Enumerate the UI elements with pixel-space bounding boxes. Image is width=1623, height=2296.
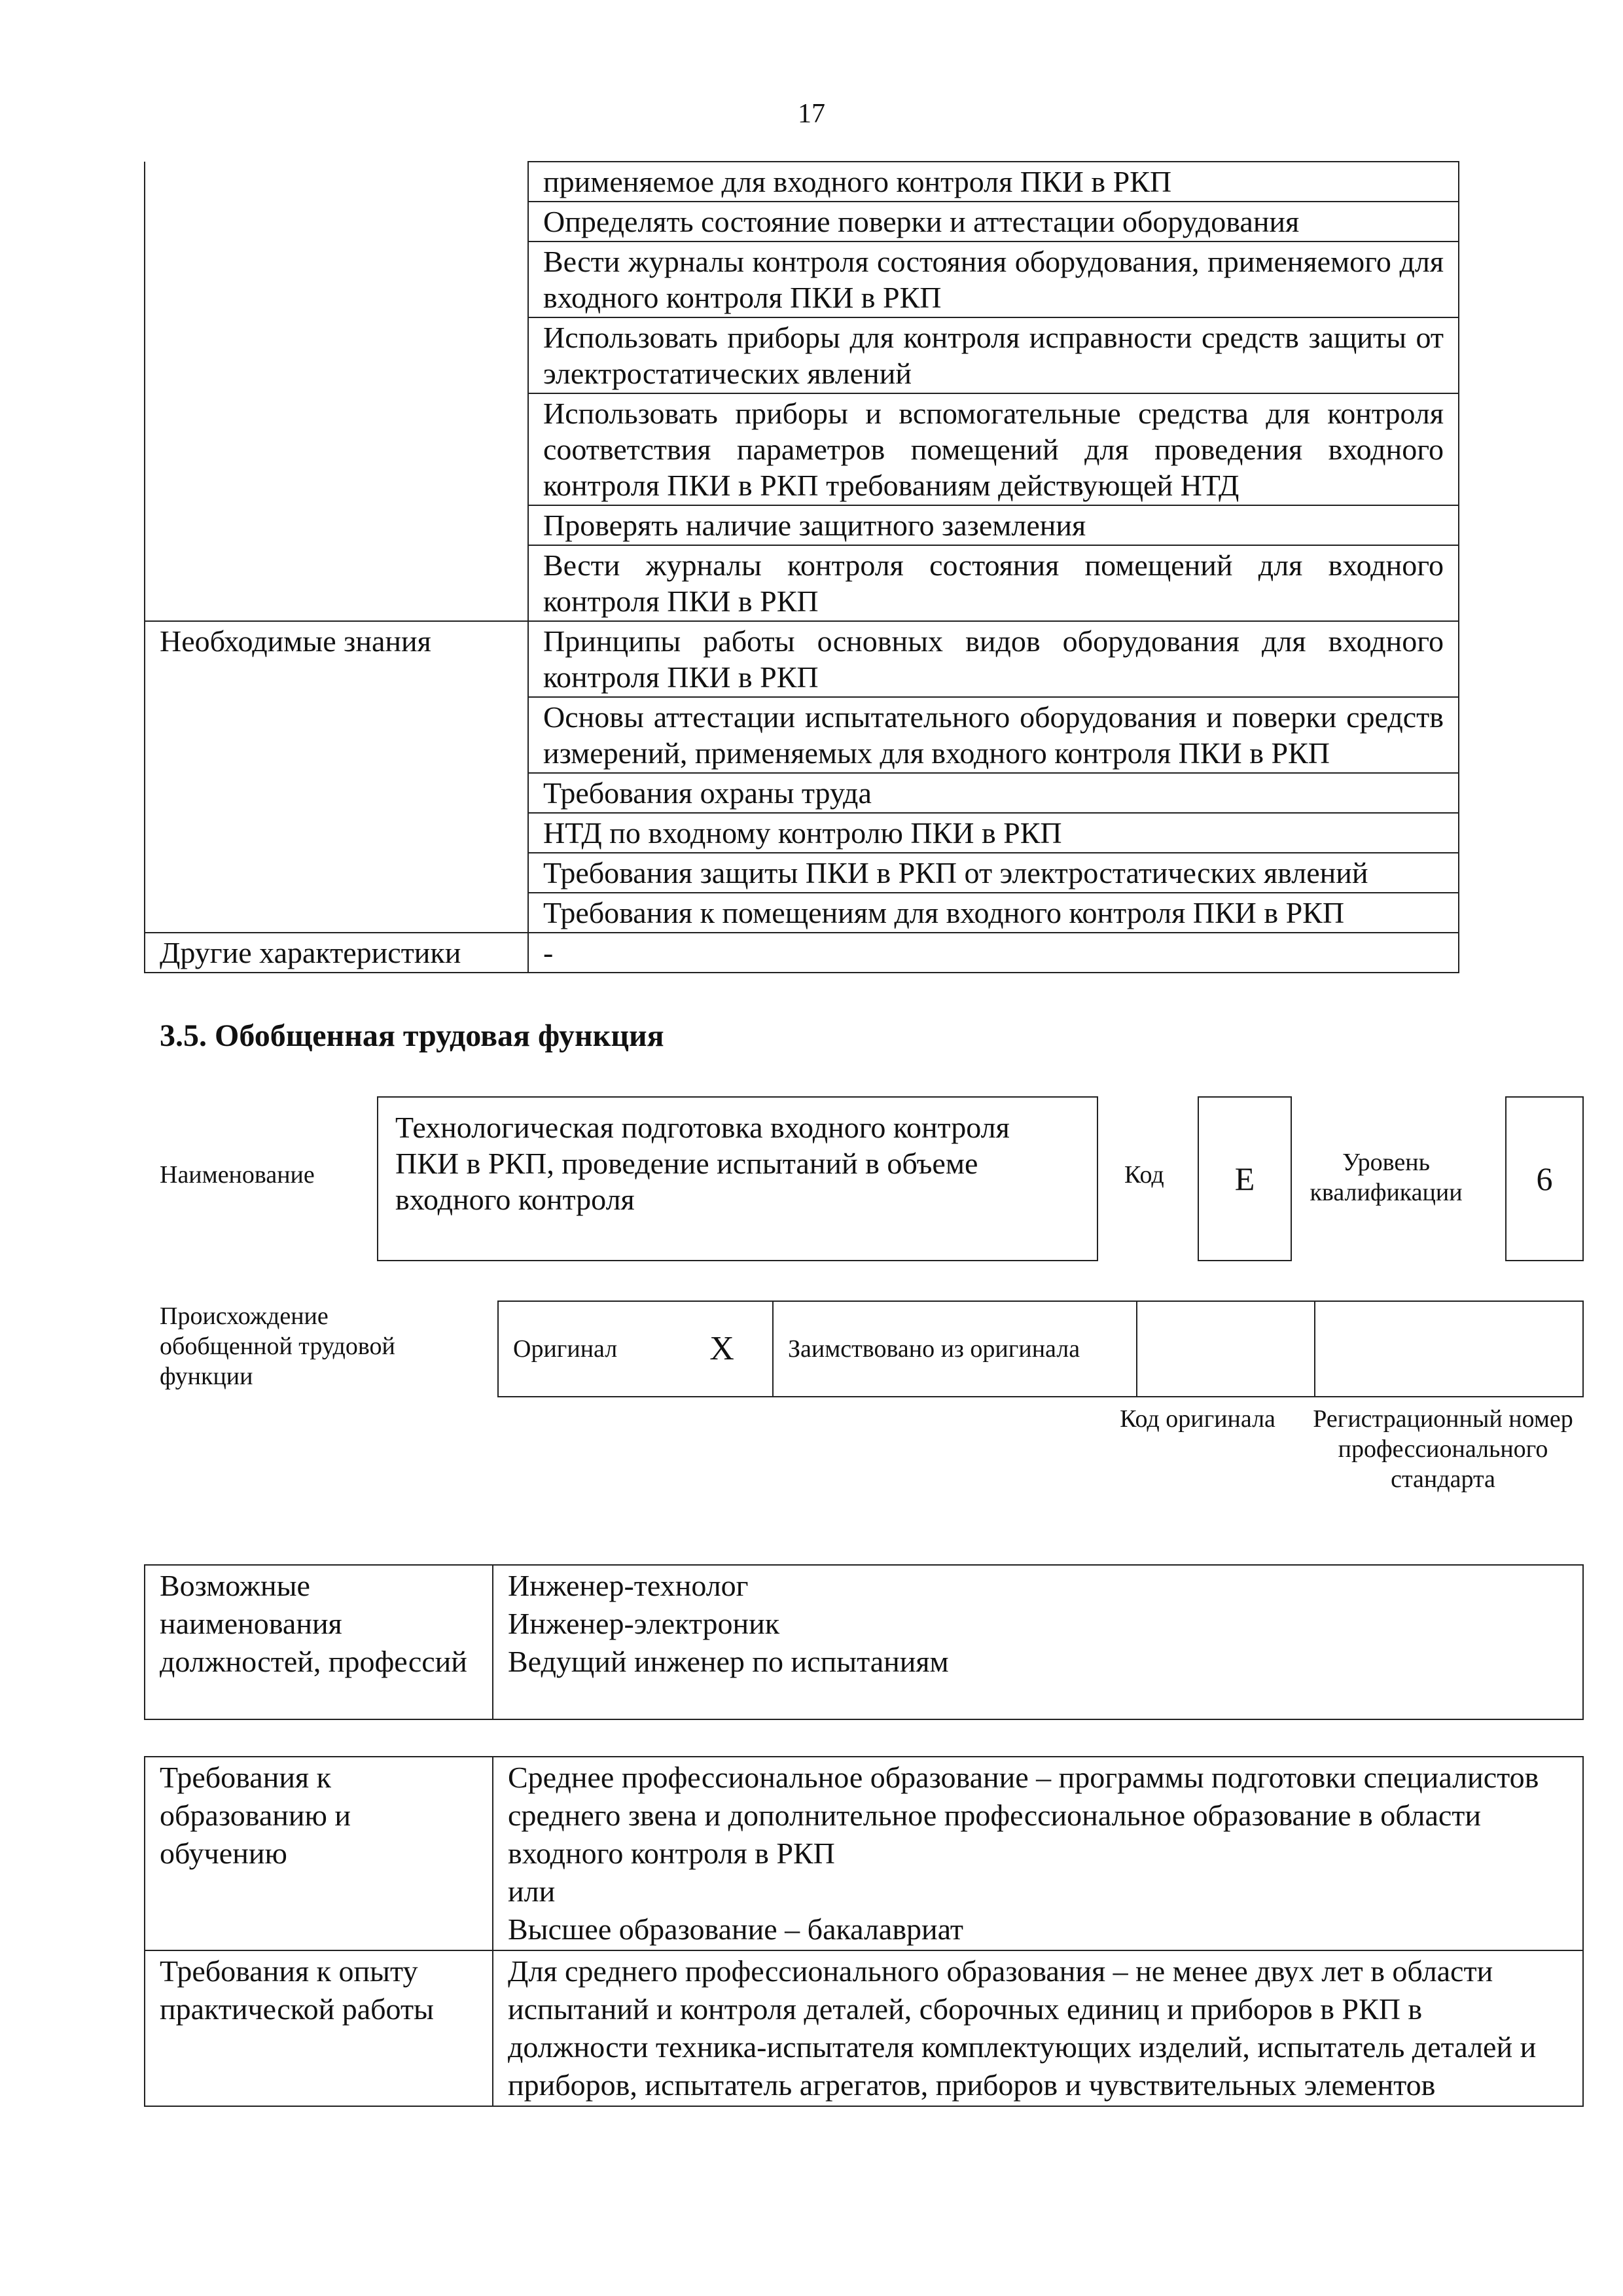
page-number: 17 [798, 99, 825, 129]
row-text: Использовать приборы и вспомогательные средства для контроля соответствия параметров помещений для проведения входного контроля ПКИ в РКП требованиям действующей НТД [528, 393, 1459, 505]
skills-knowledge-table [144, 161, 1459, 973]
row-text: Проверять наличие защитного заземления [528, 505, 1459, 545]
section-heading: 3.5. Обобщенная трудовая функция [160, 1018, 664, 1053]
other-label: Другие характеристики [145, 933, 528, 973]
row-text: Использовать приборы для контроля исправности средств защиты от электростатических явлений [528, 317, 1459, 393]
row-text: Требования защиты ПКИ в РКП от электростатических явлений [528, 853, 1459, 893]
row-text: Вести журналы контроля состояния оборудования, применяемого для входного контроля ПКИ в РКП [528, 242, 1459, 317]
row-text: Требования к помещениям для входного контроля ПКИ в РКП [528, 893, 1459, 933]
positions-label: Возможные наименования должностей, профессий [145, 1565, 493, 1719]
name-label: Наименование [160, 1161, 315, 1189]
origin-borrowed: Заимствовано из оригинала [773, 1301, 1137, 1397]
table-row [145, 621, 1459, 697]
level-label: Уровень квалификации [1310, 1149, 1463, 1206]
function-name-box: Технологическая подготовка входного контроля ПКИ в РКП, проведение испытаний в объеме входного контроля [377, 1096, 1098, 1261]
caption-code-original: Код оригинала [1120, 1405, 1275, 1433]
positions-list [493, 1565, 1583, 1719]
code-box: E [1198, 1096, 1292, 1261]
positions-table [144, 1564, 1584, 1720]
position-item: Инженер-технолог [508, 1569, 749, 1602]
row-text: Принципы работы основных видов оборудования для входного контроля ПКИ в РКП [528, 621, 1459, 697]
origin-code-cell [1137, 1301, 1315, 1397]
code-label: Код [1124, 1161, 1164, 1189]
table-row [145, 162, 1459, 202]
row-text: Определять состояние поверки и аттестации оборудования [528, 202, 1459, 242]
caption-reg-number: Регистрационный номер профессионального стандарта [1313, 1405, 1573, 1493]
education-label: Требования к образованию и обучению [145, 1757, 493, 1950]
row-text: - [528, 933, 1459, 973]
table-row [145, 933, 1459, 973]
experience-label: Требования к опыту практической работы [145, 1950, 493, 2106]
origin-reg-cell [1315, 1301, 1583, 1397]
knowledge-label: Необходимые знания [145, 621, 528, 933]
education-text [493, 1757, 1583, 1950]
row-text: Вести журналы контроля состояния помещений для входного контроля ПКИ в РКП [528, 545, 1459, 621]
origin-table [497, 1300, 1584, 1397]
education-line: Среднее профессиональное образование – программы подготовки специалистов среднего звена и дополнительное профессиональное образование в области входного контроля в РКП [508, 1761, 1539, 1870]
row-label [145, 162, 528, 621]
education-line: или [508, 1874, 556, 1908]
row-text: применяемое для входного контроля ПКИ в РКП [528, 162, 1459, 202]
origin-original: Оригинал [498, 1301, 671, 1397]
education-line: Высшее образование – бакалавриат [508, 1912, 963, 1946]
origin-mark: X [671, 1301, 773, 1397]
row-text: Основы аттестации испытательного оборудования и поверки средств измерений, применяемых для входного контроля ПКИ в РКП [528, 697, 1459, 773]
origin-label: Происхождение обобщенной трудовой функции [160, 1302, 395, 1390]
experience-text: Для среднего профессионального образования – не менее двух лет в области испытаний и контроля деталей, сборочных единиц и приборов в РКП в должности техника-испытателя комплектующих изделий, испытатель деталей и приборов, испытатель агрегатов, приборов и чувствительных элементов [493, 1950, 1583, 2106]
row-text: НТД по входному контролю ПКИ в РКП [528, 813, 1459, 853]
row-text: Требования охраны труда [528, 773, 1459, 813]
position-item: Инженер-электроник [508, 1607, 780, 1640]
position-item: Ведущий инженер по испытаниям [508, 1645, 949, 1678]
requirements-table [144, 1756, 1584, 2107]
level-box: 6 [1505, 1096, 1584, 1261]
